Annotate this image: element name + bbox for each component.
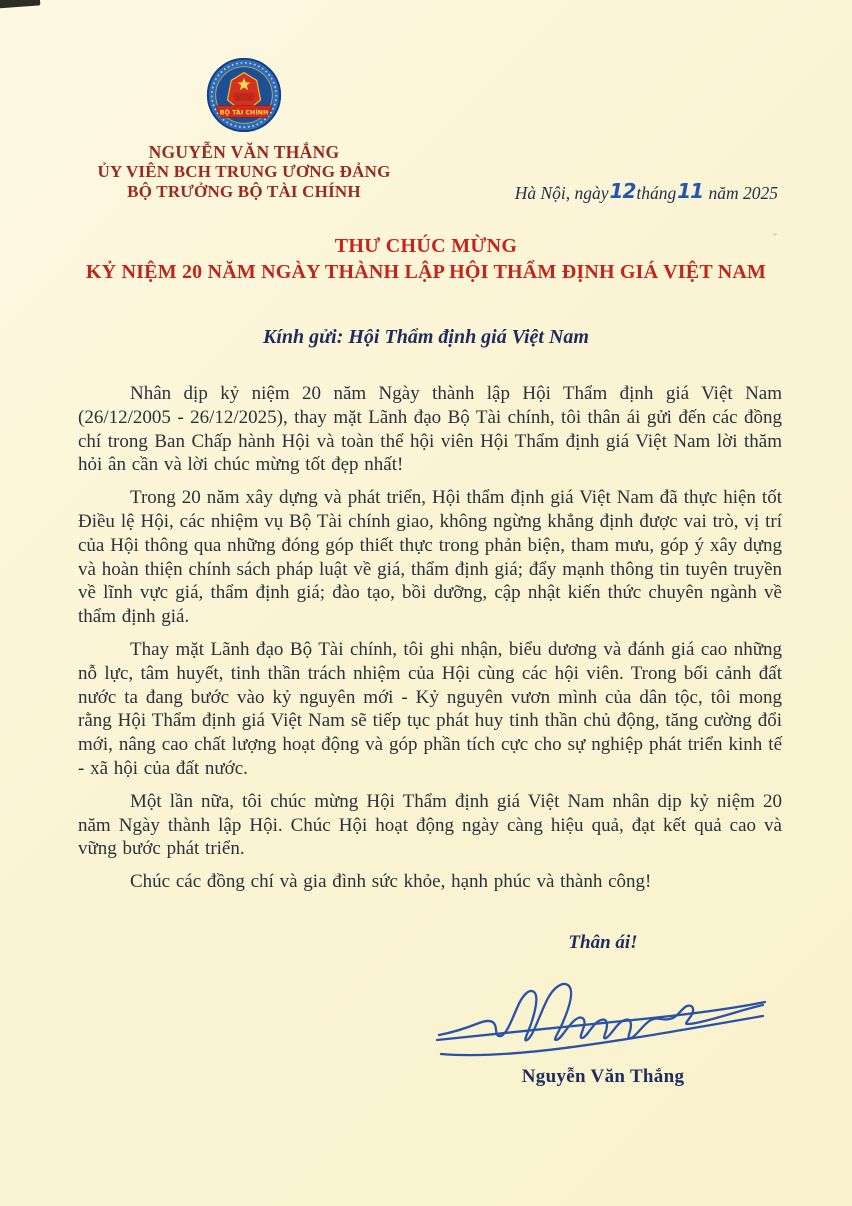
signature-handwriting (433, 976, 773, 1062)
letter-title-line1: THƯ CHÚC MỪNG (334, 235, 518, 257)
signer-name: Nguyễn Văn Thắng (521, 1066, 685, 1087)
dateline-suffix: năm 2025 (708, 183, 778, 203)
salutation: Kính gửi: Hội Thẩm định giá Việt Nam (263, 326, 589, 348)
paragraph-5: Chúc các đồng chí và gia đình sức khỏe, hạnh phúc và thành công! (130, 871, 652, 893)
sender-name: NGUYỄN VĂN THẮNG (148, 142, 340, 162)
paragraph-1: Nhân dịp kỷ niệm 20 năm Ngày thành lập Hội Thẩm định giá Việt Nam (26/12/2005 - 26/12/2025), thay mặt Lãnh đạo Bộ Tài chính, tôi thân ái gửi đến các đồng chí trong Ban Chấp hành Hội và toàn thể hội viên Hội Thẩm định giá Việt Nam lời thăm hỏi ân cần và lời chúc mừng tốt đẹp nhất! (78, 383, 782, 476)
paragraph-2: Trong 20 năm xây dựng và phát triển, Hội thẩm định giá Việt Nam đã thực hiện tốt Điều lệ Hội, các nhiệm vụ Bộ Tài chính giao, không ngừng khẳng định được vai trò, vị trí của Hội thông qua những đóng góp thiết thực trong phản biện, tham mưu, góp ý xây dựng và hoàn thiện chính sách pháp luật về giá, thẩm định giá; đẩy mạnh thông tin tuyên truyền về lĩnh vực giá, thẩm định giá; đào tạo, bồi dưỡng, cập nhật kiến thức chuyên ngành về thẩm định giá. (78, 487, 782, 628)
letter-body (0, 382, 852, 903)
handwritten-month: 11 (677, 179, 704, 203)
scan-artifact-top-left (0, 0, 40, 9)
handwritten-day: 12 (609, 179, 636, 203)
paragraph-4: Một lần nữa, tôi chúc mừng Hội Thẩm định giá Việt Nam nhân dịp kỷ niệm 20 năm Ngày thành lập Hội. Chúc Hội hoạt động ngày càng hiệu quả, đạt kết quả cao và vững bước phát triển. (78, 790, 782, 860)
dateline-prefix: Hà Nội, ngày (514, 183, 609, 203)
signoff-block (418, 932, 788, 1088)
sender-title-line2: BỘ TRƯỞNG BỘ TÀI CHÍNH (127, 182, 361, 201)
scan-artifact-right: '' (771, 231, 778, 244)
ministry-of-finance-emblem (205, 56, 283, 134)
sender-title-line1: ỦY VIÊN BCH TRUNG ƯƠNG ĐẢNG (97, 162, 391, 181)
svg-text:BỘ TÀI CHÍNH: BỘ TÀI CHÍNH (219, 109, 269, 117)
letterhead (58, 56, 430, 202)
paragraph-3: Thay mặt Lãnh đạo Bộ Tài chính, tôi ghi nhận, biểu dương và đánh giá cao những nỗ lực, tâm huyết, tinh thần trách nhiệm của Hội cùng các hội viên. Trong bối cảnh đất nước ta đang bước vào kỷ nguyên mới - Kỷ nguyên vươn mình của dân tộc, tôi mong rằng Hội Thẩm định giá Việt Nam sẽ tiếp tục phát huy tinh thần chủ động, tăng cường đổi mới, nâng cao chất lượng hoạt động và góp phần tích cực cho sự nghiệp phát triển kinh tế - xã hội của đất nước. (78, 638, 782, 779)
valediction: Thân ái! (568, 932, 638, 953)
letter-title (0, 233, 852, 286)
letter-title-line2: KỶ NIỆM 20 NĂM NGÀY THÀNH LẬP HỘI THẨM ĐỊNH GIÁ VIỆT NAM (85, 261, 767, 283)
dateline (515, 180, 778, 204)
dateline-middle: tháng (636, 183, 677, 203)
